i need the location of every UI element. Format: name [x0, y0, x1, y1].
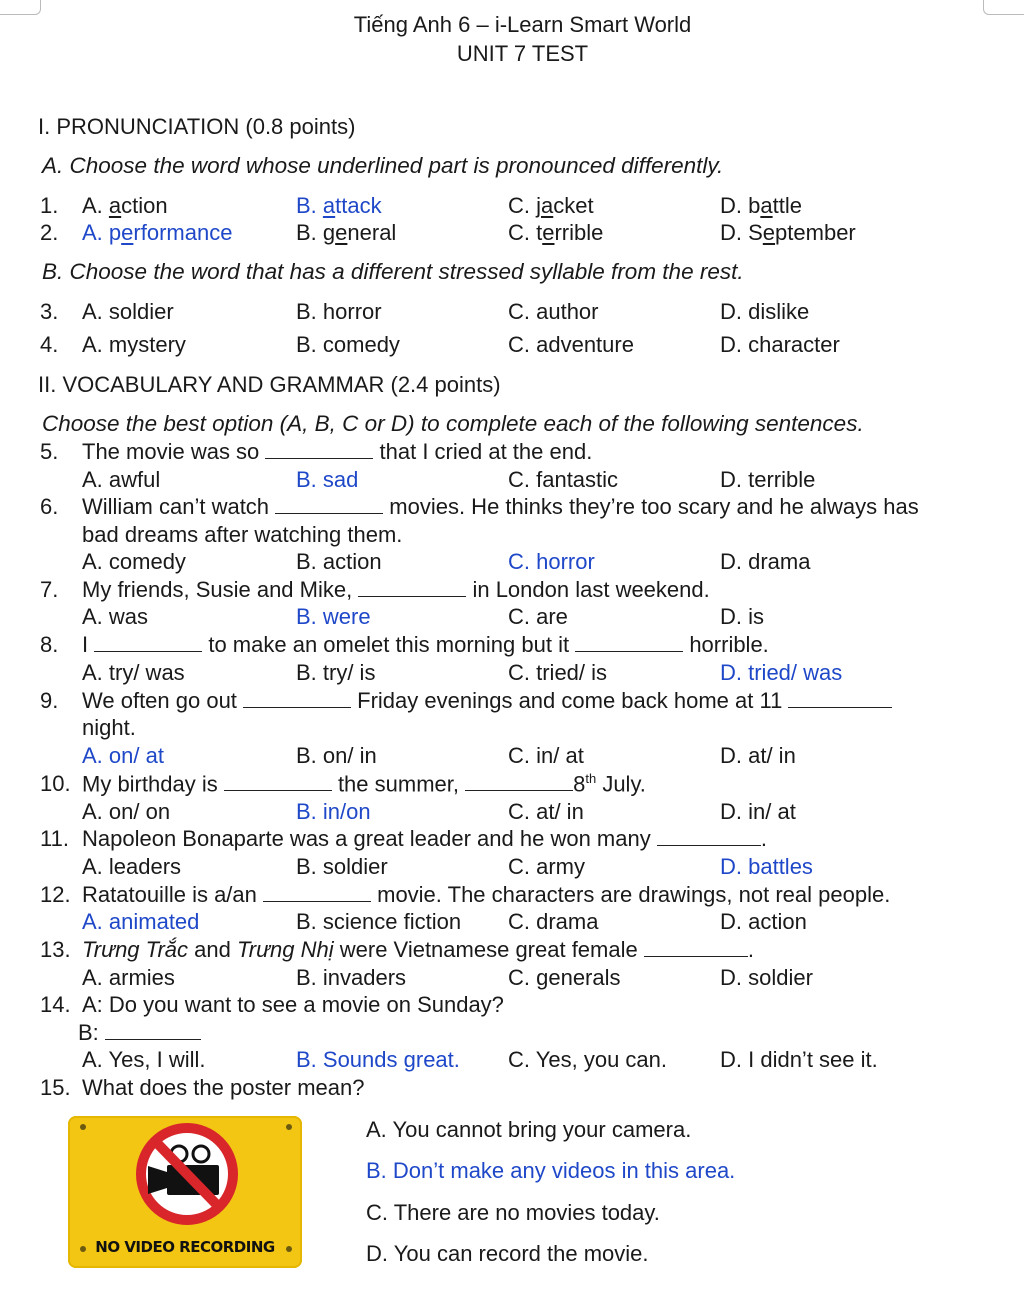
question-14: 14. A: Do you want to see a movie on Sunday? [40, 992, 504, 1017]
question-9: 9. We often go out Friday evenings and come back home at 11 [40, 688, 892, 714]
q9-option-d[interactable]: D. at/ in [720, 743, 796, 768]
q8-option-d-selected[interactable]: D. tried/ was [720, 660, 843, 685]
question-1: 1. [40, 193, 59, 218]
q5-option-b-selected[interactable]: B. sad [296, 467, 359, 492]
answer-blank[interactable] [575, 633, 683, 652]
question-8: 8. I to make an omelet this morning but it horrible. [40, 632, 769, 657]
q12-option-c[interactable]: C. drama [508, 909, 599, 934]
q8-option-b[interactable]: B. try/ is [296, 660, 376, 685]
q1-option-b-selected[interactable]: B. attack [296, 193, 382, 218]
q7-option-c[interactable]: C. are [508, 604, 568, 629]
q2-option-d[interactable]: D. September [720, 220, 856, 245]
q9-option-b[interactable]: B. on/ in [296, 743, 377, 768]
question-15: 15. What does the poster mean? [40, 1075, 365, 1100]
question-5: 5. The movie was so that I cried at the end. [40, 439, 593, 464]
q15-option-b-selected[interactable]: B. Don’t make any videos in this area. [366, 1158, 736, 1183]
q3-option-d[interactable]: D. dislike [720, 299, 810, 324]
q2-option-b[interactable]: B. general [296, 220, 397, 245]
q12-option-b[interactable]: B. science fiction [296, 909, 462, 934]
answer-blank[interactable] [358, 578, 466, 597]
answer-blank[interactable] [265, 440, 373, 459]
q8-option-a[interactable]: A. try/ was [82, 660, 185, 685]
q14-option-b-selected[interactable]: B. Sounds great. [296, 1047, 460, 1072]
answer-blank[interactable] [224, 772, 332, 791]
q3-option-a[interactable]: A. soldier [82, 299, 174, 324]
q5-option-c[interactable]: C. fantastic [508, 467, 619, 492]
poster-caption: NO VIDEO RECORDING [95, 1238, 275, 1256]
document-title: Tiếng Anh 6 – i-Learn Smart World [353, 12, 692, 37]
q14-option-d[interactable]: D. I didn’t see it. [720, 1047, 878, 1072]
q7-option-d[interactable]: D. is [720, 604, 764, 629]
q15-option-c[interactable]: C. There are no movies today. [366, 1200, 660, 1225]
answer-blank[interactable] [105, 1021, 201, 1040]
q14-option-c[interactable]: C. Yes, you can. [508, 1047, 667, 1072]
q13-option-d[interactable]: D. soldier [720, 965, 813, 990]
question-6: 6. William can’t watch movies. He thinks they’re too scary and he always has [40, 494, 919, 519]
q15-option-d[interactable]: D. You can record the movie. [366, 1241, 649, 1266]
q3-option-c[interactable]: C. author [508, 299, 599, 324]
answer-blank[interactable] [788, 689, 892, 708]
q8-option-c[interactable]: C. tried/ is [508, 660, 608, 685]
question-12: 12. Ratatouille is a/an movie. The characters are drawings, not real people. [40, 882, 891, 907]
q5-option-d[interactable]: D. terrible [720, 467, 816, 492]
q9-option-a-selected[interactable]: A. on/ at [82, 743, 164, 768]
q4-option-c[interactable]: C. adventure [508, 332, 634, 357]
q1-option-a[interactable]: A. action [82, 193, 168, 218]
answer-blank[interactable] [243, 689, 351, 708]
q14-option-a[interactable]: A. Yes, I will. [82, 1047, 206, 1072]
no-camera-icon [68, 1116, 302, 1236]
q2-option-a-selected[interactable]: A. performance [82, 220, 233, 245]
q6-option-d[interactable]: D. drama [720, 549, 811, 574]
part-a-instruction: A. Choose the word whose underlined part is pronounced differently. [42, 153, 724, 178]
question-4: 4. [40, 332, 59, 357]
vocabulary-instruction: Choose the best option (A, B, C or D) to complete each of the following sentences. [42, 411, 864, 436]
q6-option-c-selected[interactable]: C. horror [508, 549, 595, 574]
question-6-continuation: bad dreams after watching them. [82, 522, 403, 547]
q7-option-a[interactable]: A. was [82, 604, 149, 629]
answer-blank[interactable] [644, 938, 748, 957]
q11-option-c[interactable]: C. army [508, 854, 585, 879]
q13-option-c[interactable]: C. generals [508, 965, 621, 990]
q11-option-b[interactable]: B. soldier [296, 854, 388, 879]
q13-option-b[interactable]: B. invaders [296, 965, 407, 990]
q12-option-d[interactable]: D. action [720, 909, 807, 934]
question-10: 10. My birthday is the summer, 8th July. [40, 771, 646, 797]
q2-option-c[interactable]: C. terrible [508, 220, 604, 245]
section-pronunciation-heading: I. PRONUNCIATION (0.8 points) [38, 114, 356, 139]
q4-option-a[interactable]: A. mystery [82, 332, 186, 357]
q11-option-d-selected[interactable]: D. battles [720, 854, 813, 879]
q15-option-a[interactable]: A. You cannot bring your camera. [366, 1117, 692, 1142]
q3-option-b[interactable]: B. horror [296, 299, 382, 324]
q10-option-b-selected[interactable]: B. in/on [296, 799, 371, 824]
q10-option-d[interactable]: D. in/ at [720, 799, 796, 824]
document-subtitle: UNIT 7 TEST [456, 41, 589, 66]
q12-option-a-selected[interactable]: A. animated [82, 909, 200, 934]
q10-option-c[interactable]: C. at/ in [508, 799, 584, 824]
no-video-recording-poster [68, 1116, 302, 1268]
q4-option-d[interactable]: D. character [720, 332, 840, 357]
q13-option-a[interactable]: A. armies [82, 965, 175, 990]
q5-option-a[interactable]: A. awful [82, 467, 161, 492]
q6-option-a[interactable]: A. comedy [82, 549, 186, 574]
q1-option-c[interactable]: C. jacket [508, 193, 594, 218]
part-b-instruction: B. Choose the word that has a different stressed syllable from the rest. [42, 259, 744, 284]
question-2: 2. [40, 220, 59, 245]
answer-blank[interactable] [263, 883, 371, 902]
question-7: 7. My friends, Susie and Mike, in London last weekend. [40, 577, 710, 602]
answer-blank[interactable] [94, 633, 202, 652]
question-9-continuation: night. [82, 715, 136, 740]
q1-option-d[interactable]: D. battle [720, 193, 802, 218]
answer-blank[interactable] [275, 495, 383, 514]
answer-blank[interactable] [657, 827, 761, 846]
q10-option-a[interactable]: A. on/ on [82, 799, 171, 824]
q7-option-b-selected[interactable]: B. were [296, 604, 371, 629]
question-14-response: B: [78, 1020, 201, 1046]
question-11: 11. Napoleon Bonaparte was a great leader and he won many . [40, 826, 767, 851]
q6-option-b[interactable]: B. action [296, 549, 382, 574]
answer-blank[interactable] [465, 772, 573, 791]
section-vocabulary-heading: II. VOCABULARY AND GRAMMAR (2.4 points) [38, 372, 501, 397]
q9-option-c[interactable]: C. in/ at [508, 743, 584, 768]
question-3: 3. [40, 299, 59, 324]
q4-option-b[interactable]: B. comedy [296, 332, 400, 357]
question-13: 13. Trưng Trắc and Trưng Nhị were Vietnamese great female . [40, 937, 754, 962]
q11-option-a[interactable]: A. leaders [82, 854, 182, 879]
